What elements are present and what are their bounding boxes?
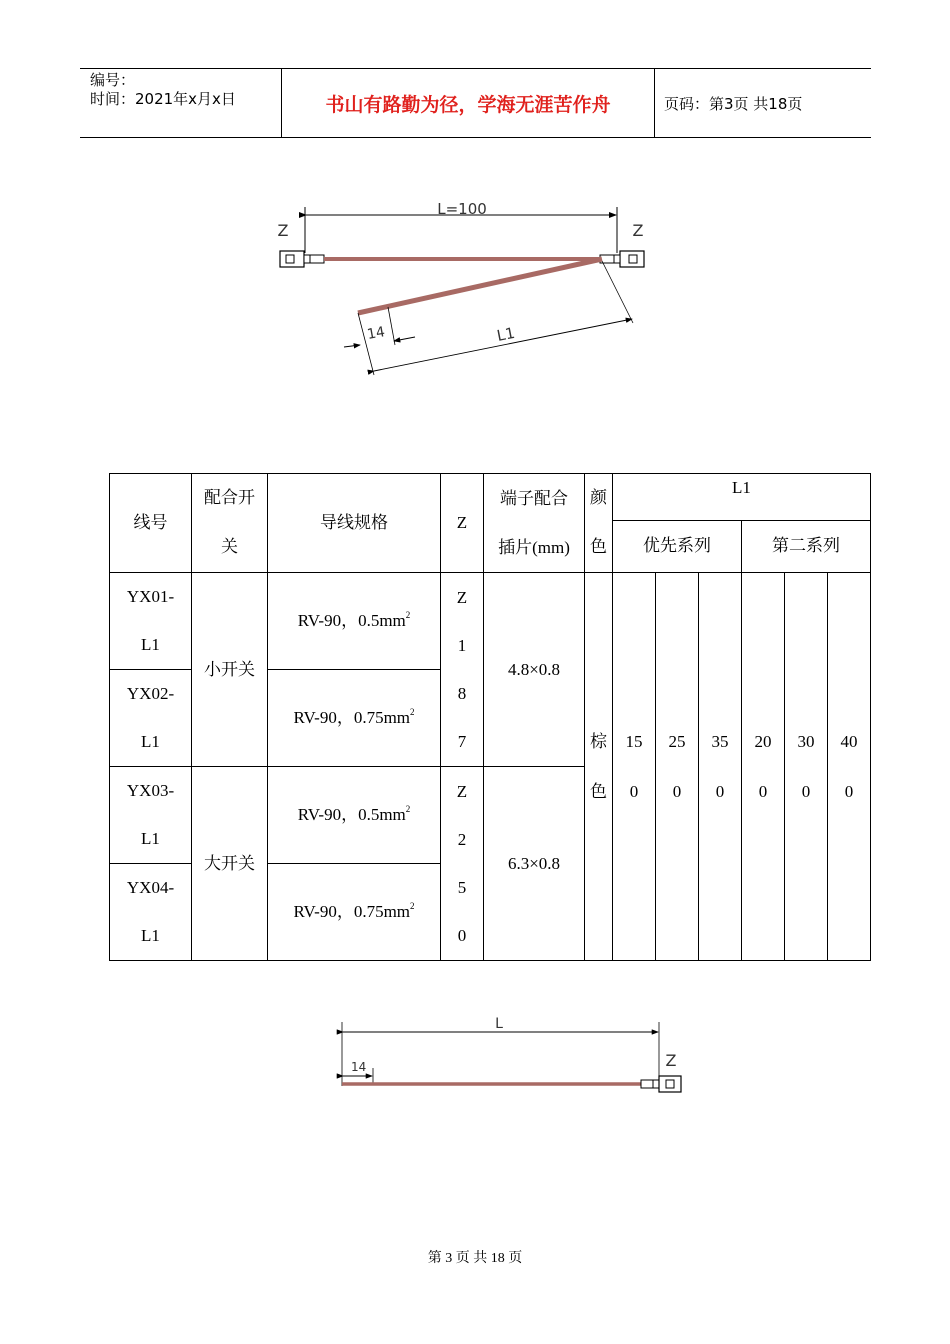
l1-value-cell: 400 xyxy=(828,573,871,961)
wire-spec-cell: RV-90，$0.5mm^2$ xyxy=(268,573,441,670)
switch-cell: 小开关 xyxy=(192,573,268,767)
length-label: L=100 xyxy=(437,200,487,218)
wire-spec-cell: RV-90，$0.5mm^2$ xyxy=(268,767,441,864)
header-line-no: 线号 xyxy=(110,474,192,573)
wire-drawing-straight xyxy=(335,1010,695,1100)
terminal-label-right: Z xyxy=(632,221,644,240)
terminal-label-left: Z xyxy=(277,221,289,240)
line-no-cell: YX01-L1 xyxy=(110,573,192,670)
header-meta xyxy=(80,69,282,137)
line-no-cell: YX03-L1 xyxy=(110,767,192,864)
header-priority-series: 优先系列 xyxy=(613,520,742,572)
terminal-icon-straight xyxy=(641,1076,681,1092)
header-switch: 配合开关 xyxy=(192,474,268,573)
strip-label: 14 xyxy=(365,324,387,343)
l1-value-cell: 350 xyxy=(699,573,742,961)
code-label: 编号： xyxy=(90,71,136,89)
spec-table xyxy=(109,473,871,961)
header-wire-spec: 导线规格 xyxy=(268,474,441,573)
l1-value-cell: 300 xyxy=(785,573,828,961)
header-second-series: 第二系列 xyxy=(742,520,871,572)
page-header xyxy=(80,68,871,138)
switch-cell: 大开关 xyxy=(192,767,268,961)
header-color: 颜色 xyxy=(585,474,613,573)
terminal-cell: 6.3×0.8 xyxy=(484,767,585,961)
terminal-icon-left xyxy=(280,251,324,267)
wire-spec-cell: RV-90，$0.75mm^2$ xyxy=(268,670,441,767)
header-z: Z xyxy=(441,474,484,573)
wire-drawing-branch xyxy=(270,195,650,385)
z-cell: Z187 xyxy=(441,573,484,767)
wire-spec-cell: RV-90，$0.75mm^2$ xyxy=(268,864,441,961)
length-label-2: L xyxy=(495,1016,503,1032)
color-cell: 棕色 xyxy=(585,573,613,961)
line-no-cell: YX04-L1 xyxy=(110,864,192,961)
l1-value-cell: 150 xyxy=(613,573,656,961)
header-l1: L1 xyxy=(613,474,871,521)
strip-label-2: 14 xyxy=(351,1060,367,1074)
l1-value-cell: 250 xyxy=(656,573,699,961)
time-label: 时间：2021年x月x日 xyxy=(90,90,236,108)
line-no-cell: YX02-L1 xyxy=(110,670,192,767)
terminal-label-2: Z xyxy=(665,1051,677,1070)
terminal-icon-right xyxy=(600,251,644,267)
l1-value-cell: 200 xyxy=(742,573,785,961)
branch-label: L1 xyxy=(495,323,517,345)
page-footer: 第 3 页 共 18 页 xyxy=(427,1251,523,1266)
header-terminal: 端子配合插片(mm) xyxy=(484,474,585,573)
terminal-cell: 4.8×0.8 xyxy=(484,573,585,767)
header-motto: 书山有路勤为径，学海无涯苦作舟 xyxy=(282,69,655,137)
wire-branch xyxy=(358,259,602,313)
z-cell: Z250 xyxy=(441,767,484,961)
header-page-info: 页码：第3页 共18页 xyxy=(664,94,803,113)
